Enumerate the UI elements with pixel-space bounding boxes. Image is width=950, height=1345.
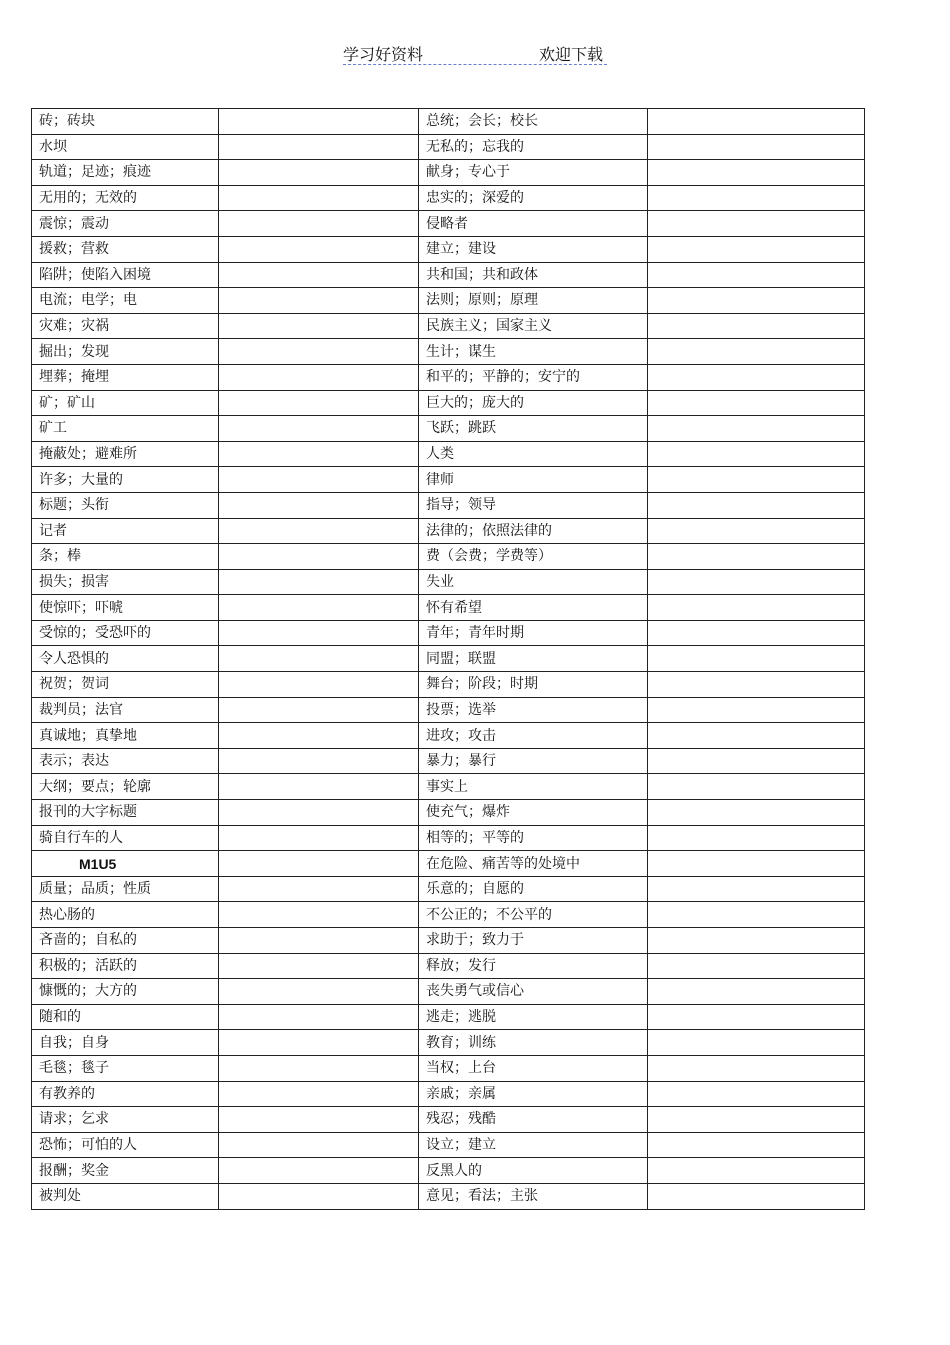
section-heading: M1U5: [32, 851, 219, 877]
table-row: [32, 902, 865, 928]
chinese-meaning-right: 同盟；联盟: [419, 646, 648, 672]
chinese-meaning-left: 电流；电学；电: [32, 288, 219, 314]
answer-cell-left: [219, 262, 419, 288]
answer-cell-left: [219, 236, 419, 262]
answer-cell-right: [648, 953, 865, 979]
answer-cell-left: [219, 800, 419, 826]
chinese-meaning-left: 请求；乞求: [32, 1107, 219, 1133]
chinese-meaning-right: 献身；专心于: [419, 160, 648, 186]
answer-cell-left: [219, 1132, 419, 1158]
chinese-meaning-right: 飞跃；跳跃: [419, 416, 648, 442]
answer-cell-right: [648, 416, 865, 442]
chinese-meaning-right: 人类: [419, 441, 648, 467]
answer-cell-left: [219, 518, 419, 544]
chinese-meaning-right: 巨大的；庞大的: [419, 390, 648, 416]
table-row: [32, 569, 865, 595]
chinese-meaning-right: 费（会费；学费等）: [419, 544, 648, 570]
chinese-meaning-left: 许多；大量的: [32, 467, 219, 493]
answer-cell-right: [648, 134, 865, 160]
table-row: [32, 364, 865, 390]
answer-cell-right: [648, 1081, 865, 1107]
answer-cell-left: [219, 748, 419, 774]
answer-cell-left: [219, 620, 419, 646]
table-row: [32, 672, 865, 698]
answer-cell-left: [219, 160, 419, 186]
chinese-meaning-right: 舞台；阶段；时期: [419, 672, 648, 698]
chinese-meaning-right: 无私的；忘我的: [419, 134, 648, 160]
chinese-meaning-right: 法则；原则；原理: [419, 288, 648, 314]
answer-cell-right: [648, 902, 865, 928]
answer-cell-left: [219, 672, 419, 698]
chinese-meaning-right: 逃走；逃脱: [419, 1004, 648, 1030]
chinese-meaning-right: 法律的；依照法律的: [419, 518, 648, 544]
chinese-meaning-right: 青年；青年时期: [419, 620, 648, 646]
table-row: [32, 953, 865, 979]
answer-cell-right: [648, 672, 865, 698]
answer-cell-left: [219, 416, 419, 442]
answer-cell-right: [648, 288, 865, 314]
answer-cell-right: [648, 620, 865, 646]
chinese-meaning-left: 质量；品质；性质: [32, 876, 219, 902]
table-row: [32, 723, 865, 749]
answer-cell-right: [648, 467, 865, 493]
chinese-meaning-left: 埋葬；掩埋: [32, 364, 219, 390]
answer-cell-right: [648, 1055, 865, 1081]
table-row: [32, 160, 865, 186]
answer-cell-left: [219, 851, 419, 877]
table-row: [32, 1107, 865, 1133]
chinese-meaning-right: 在危险、痛苦等的处境中: [419, 851, 648, 877]
table-row: [32, 339, 865, 365]
answer-cell-right: [648, 441, 865, 467]
answer-cell-left: [219, 876, 419, 902]
chinese-meaning-left: 标题；头衔: [32, 492, 219, 518]
chinese-meaning-right: 民族主义；国家主义: [419, 313, 648, 339]
chinese-meaning-left: 令人恐惧的: [32, 646, 219, 672]
chinese-meaning-left: 援救；营救: [32, 236, 219, 262]
answer-cell-right: [648, 1183, 865, 1209]
chinese-meaning-left: 报酬；奖金: [32, 1158, 219, 1184]
table-row: [32, 288, 865, 314]
answer-cell-right: [648, 825, 865, 851]
answer-cell-left: [219, 1055, 419, 1081]
table-row: [32, 313, 865, 339]
chinese-meaning-right: 意见；看法；主张: [419, 1183, 648, 1209]
answer-cell-right: [648, 390, 865, 416]
table-row: [32, 697, 865, 723]
answer-cell-left: [219, 569, 419, 595]
answer-cell-right: [648, 262, 865, 288]
answer-cell-right: [648, 1030, 865, 1056]
answer-cell-left: [219, 1004, 419, 1030]
chinese-meaning-left: 大纲；要点；轮廓: [32, 774, 219, 800]
answer-cell-right: [648, 595, 865, 621]
chinese-meaning-right: 怀有希望: [419, 595, 648, 621]
chinese-meaning-left: 记者: [32, 518, 219, 544]
table-row: [32, 595, 865, 621]
answer-cell-left: [219, 697, 419, 723]
table-row: [32, 825, 865, 851]
table-row: [32, 1183, 865, 1209]
answer-cell-left: [219, 185, 419, 211]
answer-cell-right: [648, 1004, 865, 1030]
table-row: [32, 876, 865, 902]
table-row: [32, 1081, 865, 1107]
chinese-meaning-right: 建立；建设: [419, 236, 648, 262]
chinese-meaning-right: 亲戚；亲属: [419, 1081, 648, 1107]
chinese-meaning-left: 水坝: [32, 134, 219, 160]
table-row: [32, 211, 865, 237]
answer-cell-left: [219, 109, 419, 135]
table-row: [32, 851, 865, 877]
answer-cell-right: [648, 800, 865, 826]
chinese-meaning-right: 暴力；暴行: [419, 748, 648, 774]
answer-cell-left: [219, 339, 419, 365]
chinese-meaning-right: 总统；会长；校长: [419, 109, 648, 135]
table-row: [32, 544, 865, 570]
answer-cell-right: [648, 646, 865, 672]
answer-cell-right: [648, 313, 865, 339]
table-row: [32, 646, 865, 672]
chinese-meaning-right: 残忍；残酷: [419, 1107, 648, 1133]
chinese-meaning-left: 毛毯；毯子: [32, 1055, 219, 1081]
chinese-meaning-left: 表示；表达: [32, 748, 219, 774]
chinese-meaning-left: 陷阱；使陷入困境: [32, 262, 219, 288]
answer-cell-right: [648, 518, 865, 544]
answer-cell-left: [219, 390, 419, 416]
answer-cell-right: [648, 492, 865, 518]
chinese-meaning-left: 吝啬的；自私的: [32, 928, 219, 954]
table-row: [32, 620, 865, 646]
chinese-meaning-right: 相等的；平等的: [419, 825, 648, 851]
chinese-meaning-left: 掩蔽处；避难所: [32, 441, 219, 467]
chinese-meaning-left: 骑自行车的人: [32, 825, 219, 851]
answer-cell-left: [219, 1158, 419, 1184]
chinese-meaning-right: 侵略者: [419, 211, 648, 237]
answer-cell-left: [219, 928, 419, 954]
answer-cell-left: [219, 544, 419, 570]
chinese-meaning-left: 自我；自身: [32, 1030, 219, 1056]
table-row: [32, 748, 865, 774]
chinese-meaning-left: 轨道；足迹；痕迹: [32, 160, 219, 186]
chinese-meaning-left: 热心肠的: [32, 902, 219, 928]
chinese-meaning-left: 灾难；灾祸: [32, 313, 219, 339]
chinese-meaning-right: 当权；上台: [419, 1055, 648, 1081]
chinese-meaning-right: 使充气；爆炸: [419, 800, 648, 826]
table-row: [32, 467, 865, 493]
chinese-meaning-right: 失业: [419, 569, 648, 595]
answer-cell-right: [648, 160, 865, 186]
chinese-meaning-right: 忠实的；深爱的: [419, 185, 648, 211]
answer-cell-right: [648, 928, 865, 954]
chinese-meaning-left: 条；棒: [32, 544, 219, 570]
chinese-meaning-right: 事实上: [419, 774, 648, 800]
table-row: [32, 441, 865, 467]
answer-cell-left: [219, 492, 419, 518]
chinese-meaning-right: 释放；发行: [419, 953, 648, 979]
chinese-meaning-left: 裁判员；法官: [32, 697, 219, 723]
answer-cell-right: [648, 697, 865, 723]
chinese-meaning-left: 慷慨的；大方的: [32, 979, 219, 1005]
chinese-meaning-right: 生计；谋生: [419, 339, 648, 365]
chinese-meaning-left: 报刊的大字标题: [32, 800, 219, 826]
table-row: [32, 1055, 865, 1081]
chinese-meaning-left: 使惊吓；吓唬: [32, 595, 219, 621]
chinese-meaning-left: 受惊的；受恐吓的: [32, 620, 219, 646]
chinese-meaning-right: 不公正的；不公平的: [419, 902, 648, 928]
answer-cell-left: [219, 774, 419, 800]
table-row: [32, 109, 865, 135]
answer-cell-right: [648, 185, 865, 211]
answer-cell-right: [648, 1158, 865, 1184]
chinese-meaning-left: 砖；砖块: [32, 109, 219, 135]
answer-cell-left: [219, 364, 419, 390]
answer-cell-left: [219, 441, 419, 467]
header-right-text: 欢迎下载: [538, 45, 603, 64]
answer-cell-left: [219, 1183, 419, 1209]
header-left-text: 学习好资料: [343, 45, 424, 64]
chinese-meaning-left: 恐怖；可怕的人: [32, 1132, 219, 1158]
table-row: [32, 518, 865, 544]
chinese-meaning-left: 有教养的: [32, 1081, 219, 1107]
answer-cell-right: [648, 1132, 865, 1158]
answer-cell-left: [219, 646, 419, 672]
chinese-meaning-right: 进攻；攻击: [419, 723, 648, 749]
answer-cell-left: [219, 1030, 419, 1056]
answer-cell-right: [648, 236, 865, 262]
table-row: [32, 492, 865, 518]
answer-cell-right: [648, 339, 865, 365]
chinese-meaning-right: 反黑人的: [419, 1158, 648, 1184]
chinese-meaning-right: 律师: [419, 467, 648, 493]
answer-cell-right: [648, 979, 865, 1005]
chinese-meaning-right: 设立；建立: [419, 1132, 648, 1158]
table-row: [32, 774, 865, 800]
answer-cell-right: [648, 364, 865, 390]
chinese-meaning-left: 祝贺；贺词: [32, 672, 219, 698]
answer-cell-right: [648, 569, 865, 595]
chinese-meaning-left: 损失；损害: [32, 569, 219, 595]
chinese-meaning-left: 被判处: [32, 1183, 219, 1209]
chinese-meaning-right: 共和国；共和政体: [419, 262, 648, 288]
chinese-meaning-right: 投票；选举: [419, 697, 648, 723]
chinese-meaning-left: 真诚地；真挚地: [32, 723, 219, 749]
answer-cell-left: [219, 902, 419, 928]
answer-cell-left: [219, 979, 419, 1005]
chinese-meaning-left: 随和的: [32, 1004, 219, 1030]
answer-cell-right: [648, 876, 865, 902]
answer-cell-right: [648, 851, 865, 877]
table-row: [32, 236, 865, 262]
table-row: [32, 262, 865, 288]
answer-cell-left: [219, 825, 419, 851]
answer-cell-left: [219, 211, 419, 237]
chinese-meaning-left: 矿；矿山: [32, 390, 219, 416]
table-row: [32, 800, 865, 826]
chinese-meaning-right: 指导；领导: [419, 492, 648, 518]
chinese-meaning-right: 求助于；致力于: [419, 928, 648, 954]
chinese-meaning-left: 无用的；无效的: [32, 185, 219, 211]
chinese-meaning-left: 积极的；活跃的: [32, 953, 219, 979]
answer-cell-right: [648, 748, 865, 774]
table-row: [32, 1030, 865, 1056]
table-row: [32, 979, 865, 1005]
table-row: [32, 390, 865, 416]
answer-cell-right: [648, 723, 865, 749]
answer-cell-left: [219, 953, 419, 979]
table-row: [32, 416, 865, 442]
table-row: [32, 185, 865, 211]
table-row: [32, 928, 865, 954]
table-row: [32, 1158, 865, 1184]
answer-cell-left: [219, 723, 419, 749]
chinese-meaning-left: 掘出；发现: [32, 339, 219, 365]
table-row: [32, 1004, 865, 1030]
chinese-meaning-right: 教育；训练: [419, 1030, 648, 1056]
answer-cell-right: [648, 544, 865, 570]
chinese-meaning-right: 和平的；平静的；安宁的: [419, 364, 648, 390]
answer-cell-left: [219, 288, 419, 314]
chinese-meaning-right: 乐意的；自愿的: [419, 876, 648, 902]
answer-cell-left: [219, 134, 419, 160]
answer-cell-right: [648, 1107, 865, 1133]
answer-cell-right: [648, 211, 865, 237]
table-row: [32, 134, 865, 160]
chinese-meaning-right: 丧失勇气或信心: [419, 979, 648, 1005]
page-header: [343, 40, 607, 65]
answer-cell-left: [219, 1081, 419, 1107]
answer-cell-right: [648, 109, 865, 135]
answer-cell-left: [219, 313, 419, 339]
vocabulary-table: [31, 108, 865, 1210]
answer-cell-right: [648, 774, 865, 800]
table-row: [32, 1132, 865, 1158]
answer-cell-left: [219, 1107, 419, 1133]
answer-cell-left: [219, 595, 419, 621]
chinese-meaning-left: 矿工: [32, 416, 219, 442]
answer-cell-left: [219, 467, 419, 493]
chinese-meaning-left: 震惊；震动: [32, 211, 219, 237]
